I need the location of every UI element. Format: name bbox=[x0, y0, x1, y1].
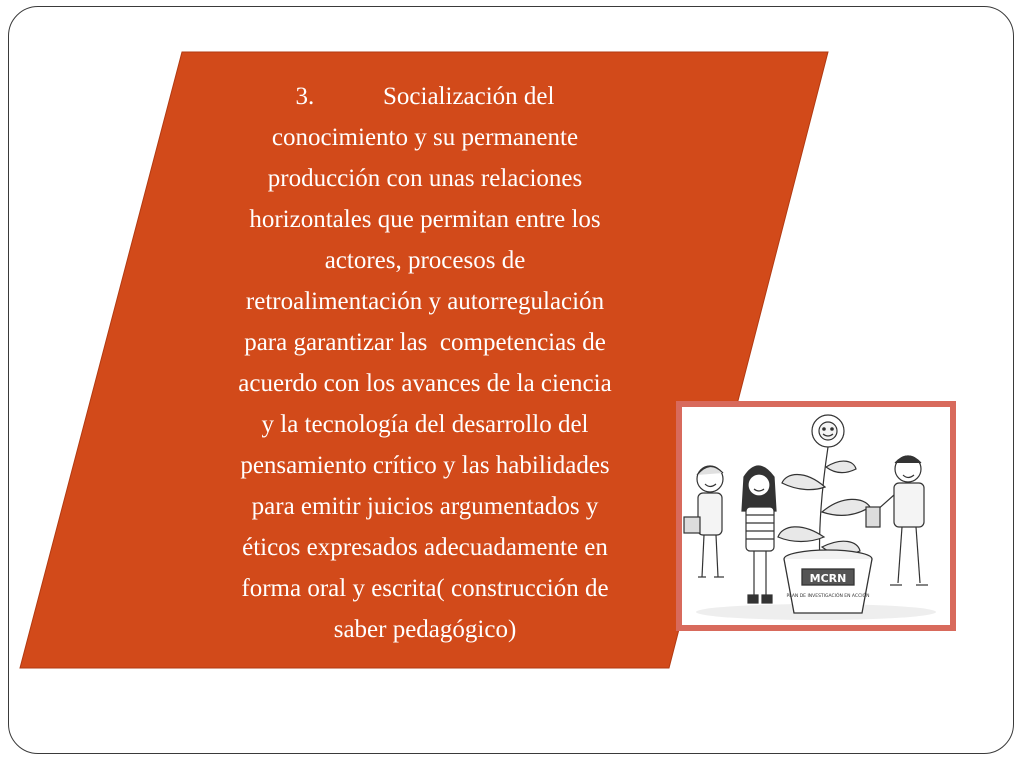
boy-right-icon bbox=[866, 456, 928, 585]
flower-head-icon bbox=[812, 415, 844, 447]
pot-label: MCRN bbox=[809, 572, 847, 585]
text-line: producción con unas relaciones bbox=[267, 165, 583, 192]
girl-icon bbox=[742, 466, 776, 603]
text-line: para emitir juicios argumentados y bbox=[251, 493, 599, 520]
text-line: 3. Socialización del bbox=[295, 83, 555, 110]
boy-left-icon bbox=[684, 466, 724, 577]
text-line: éticos expresados adecuadamente en bbox=[242, 534, 608, 561]
text-line: saber pedagógico) bbox=[333, 616, 517, 643]
text-line: retroalimentación y autorregulación bbox=[245, 288, 605, 315]
illustration-frame bbox=[676, 401, 956, 631]
text-line: conocimiento y su permanente bbox=[271, 124, 579, 151]
text-line: y la tecnología del desarrollo del bbox=[261, 411, 589, 438]
plant-icon bbox=[778, 447, 870, 567]
text-line: acuerdo con los avances de la ciencia bbox=[238, 370, 612, 397]
cartoon-illustration bbox=[682, 407, 950, 625]
text-line: pensamiento crítico y las habilidades bbox=[240, 452, 610, 479]
text-line: para garantizar las competencias de bbox=[244, 329, 606, 356]
text-line: horizontales que permitan entre los bbox=[249, 206, 601, 233]
text-line: actores, procesos de bbox=[324, 247, 526, 274]
text-line: forma oral y escrita( construcción de bbox=[241, 575, 609, 602]
pot-caption: PLAN DE INVESTIGACIÓN EN ACCIÓN bbox=[786, 594, 870, 599]
body-text bbox=[190, 76, 660, 650]
